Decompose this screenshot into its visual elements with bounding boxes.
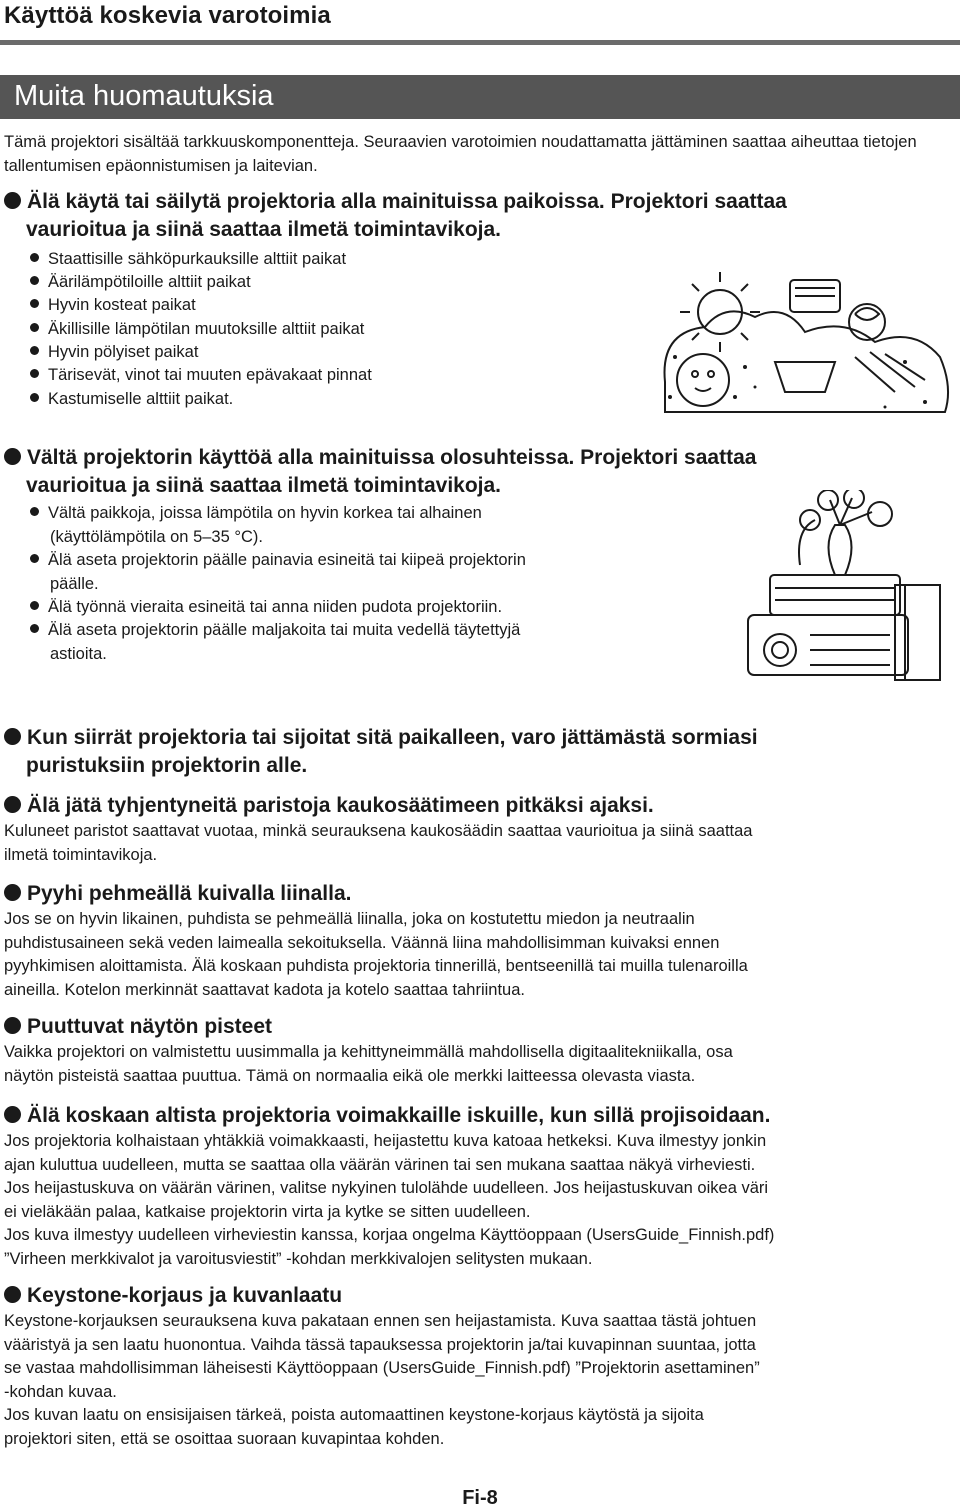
bullet-icon [30, 554, 39, 563]
list-item: Älä aseta projektorin päälle maljakoita tai muita vedellä täytettyjä astioita. [30, 619, 520, 666]
bullet-icon [4, 728, 21, 745]
list-item: Staattisille sähköpurkauksille alttiit paikat [30, 248, 346, 272]
pixels-paragraph: Vaikka projektori on valmistettu uusimmalla ja kehittyneimmällä mahdollisella digitaalitekniikalla, osa näytön pisteistä saattaa puuttua. Tämä on normaalia eikä ole merkki laitteessa olevasta viasta. [4, 1043, 733, 1085]
bullet-icon [30, 624, 39, 633]
page-title: Käyttöä koskevia varotoimia [4, 2, 331, 29]
list-item: Äkillisille lämpötilan muutoksille alttiit paikat [30, 318, 364, 342]
caution-heading-cleaning: Pyyhi pehmeällä kuivalla liinalla. [4, 880, 944, 908]
bullet-icon [4, 448, 21, 465]
projector-with-objects-illustration [740, 490, 950, 695]
caution-heading-conditions: Vältä projektorin käyttöä alla mainituissa olosuhteissa. Projektori saattaa vaurioitua ja siinä saattaa ilmetä toimintavikoja. [4, 444, 944, 500]
bullet-icon [30, 253, 39, 262]
caution-heading-pixels: Puuttuvat näytön pisteet [4, 1013, 944, 1041]
list-item: Vältä paikkoja, joissa lämpötila on hyvin korkea tai alhainen (käyttölämpötila on 5–35 °C). [30, 502, 482, 549]
header-rule [0, 40, 960, 45]
cleaning-paragraph: Jos se on hyvin likainen, puhdista se pehmeällä liinalla, joka on kostutettu miedon ja neutraalin puhdistusaineen sekä veden laimealla sekoituksella. Väännä liina mahdollisimman kuivaksi ennen pyyhkimisen aloittamista. Älä koskaan puhdista projektoria tinnerillä, bentseenillä tai muilla tulenaroilla aineilla. Kotelon merkinnät saattavat kadota ja kotelo saattaa tahriintua. [4, 910, 748, 999]
list-item: Tärisevät, vinot tai muuten epävakaat pinnat [30, 364, 372, 388]
intro-paragraph: Tämä projektori sisältää tarkkuuskomponentteja. Seuraavien varotoimien noudattamatta jättäminen saattaa aiheuttaa tietojen tallentumisen epäonnistumisen ja laitevian. [4, 133, 917, 175]
bullet-icon [30, 276, 39, 285]
bullet-icon [4, 1106, 21, 1123]
list-item: Älä aseta projektorin päälle painavia esineitä tai kiipeä projektorin päälle. [30, 549, 526, 596]
bullet-icon [4, 192, 21, 209]
list-item: Kastumiselle alttiit paikat. [30, 388, 233, 412]
keystone-paragraph: Keystone-korjauksen seurauksena kuva pakataan ennen sen heijastamista. Kuva saattaa tästä johtuen vääristyä ja sen laatu huonontua. Vaihda tässä tapauksessa projektorin ja/tai kuvapinnan suuntaa, jotta se vastaa mahdollisimman läheisesti Käyttöoppaan (UsersGuide_Finnish.pdf) ”Projektorin asettaminen” -kohdan kuvaa. Jos kuvan laatu on ensisijaisen tärkeä, poista automaattinen keystone-korjaus käytöstä ja sijoita projektori siten, että se osoittaa suoraan kuvapintaa kohden. [4, 1312, 760, 1448]
impacts-paragraph: Jos projektoria kolhaistaan yhtäkkiä voimakkaasti, heijastettu kuva katoaa hetkeksi. Kuva ilmestyy jonkin ajan kuluttua uudelleen, mutta se saattaa olla väärän värinen tai sen mukana saattaa näkyä virheviesti. Jos heijastuskuva on väärän värinen, valitse nykyinen tulolähde uudelleen. Jos heijastuskuvan oikea väri ei vieläkään palaa, katkaise projektorin virta ja kytke se sitten uudelleen. Jos kuva ilmestyy uudelleen virheviestin kanssa, korjaa ongelma Käyttöoppaan (UsersGuide_Finnish.pdf) ”Virheen merkkivalot ja varoitusviestit” -kohdan merkkivalojen selitysten mukaan. [4, 1132, 775, 1268]
bullet-icon [4, 884, 21, 901]
caution-heading-batteries: Älä jätä tyhjentyneitä paristoja kaukosäätimeen pitkäksi ajaksi. [4, 792, 944, 820]
bullet-icon [30, 299, 39, 308]
bullet-icon [30, 323, 39, 332]
batteries-paragraph: Kuluneet paristot saattavat vuotaa, minkä seurauksena kaukosäädin saattaa vaurioitua ja siinä saattaa ilmetä toimintavikoja. [4, 822, 753, 864]
caution-heading-impacts: Älä koskaan altista projektoria voimakkaille iskuille, kun sillä projisoidaan. [4, 1102, 944, 1130]
section-title-bar [0, 75, 960, 119]
bullet-icon [30, 393, 39, 402]
bullet-icon [30, 601, 39, 610]
bullet-icon [30, 507, 39, 516]
bullet-icon [30, 369, 39, 378]
list-item: Älä työnnä vieraita esineitä tai anna niiden pudota projektoriin. [30, 596, 502, 620]
bullet-icon [4, 1286, 21, 1303]
page-number: Fi-8 [462, 1487, 498, 1509]
hazard-locations-illustration [655, 262, 955, 420]
caution-heading-keystone: Keystone-korjaus ja kuvanlaatu [4, 1282, 944, 1310]
list-item: Hyvin kosteat paikat [30, 294, 196, 318]
list-item: Hyvin pölyiset paikat [30, 341, 198, 365]
bullet-icon [4, 796, 21, 813]
bullet-icon [30, 346, 39, 355]
section-title: Muita huomautuksia [14, 80, 274, 112]
caution-heading-locations: Älä käytä tai säilytä projektoria alla mainituissa paikoissa. Projektori saattaa vaurioitua ja siinä saattaa ilmetä toimintavikoja. [4, 188, 944, 244]
caution-heading-fingers: Kun siirrät projektoria tai sijoitat sitä paikalleen, varo jättämästä sormiasi puristuksiin projektorin alle. [4, 724, 944, 780]
list-item: Äärilämpötiloille alttiit paikat [30, 271, 251, 295]
bullet-icon [4, 1017, 21, 1034]
